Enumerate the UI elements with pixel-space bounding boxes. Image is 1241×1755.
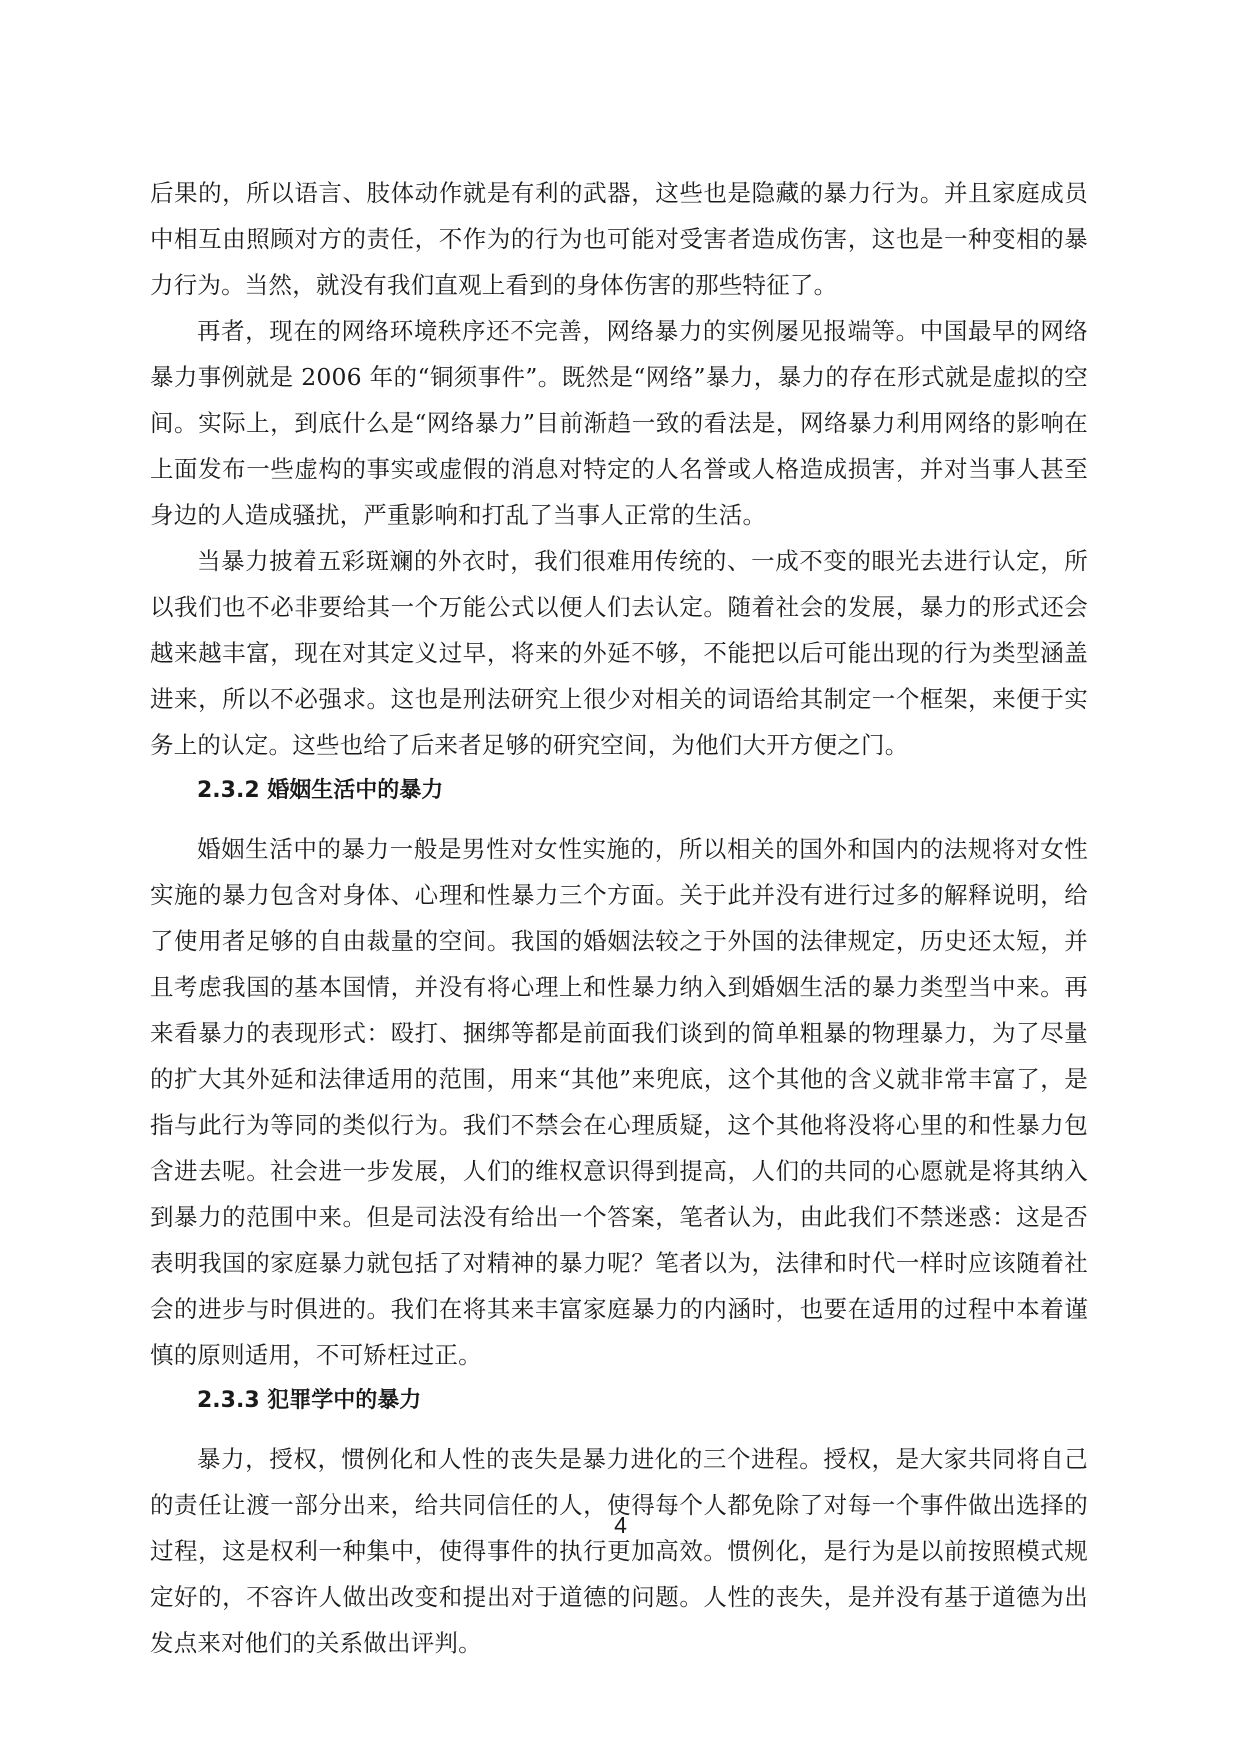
- paragraph-violence-forms: 当暴力披着五彩斑斓的外衣时，我们很难用传统的、一成不变的眼光去进行认定，所以我们也不必非要给其一个万能公式以便人们去认定。随着社会的发展，暴力的形式还会越来越丰富，现在对其定义过早，将来的外延不够，不能把以后可能出现的行为类型涵盖进来，所以不必强求。这也是刑法研究上很少对相关的词语给其制定一个框架，来便于实务上的认定。这些也给了后来者足够的研究空间，为他们大开方便之门。: [150, 547, 1088, 759]
- section-heading-2-3-2: 2.3.2 婚姻生活中的暴力: [197, 778, 444, 803]
- document-body: [150, 170, 1088, 1666]
- paragraph-marriage-violence: 婚姻生活中的暴力一般是男性对女性实施的，所以相关的国外和国内的法规将对女性实施的暴力包含对身体、心理和性暴力三个方面。关于此并没有进行过多的解释说明，给了使用者足够的自由裁量的空间。我国的婚姻法较之于外国的法律规定，历史还太短，并且考虑我国的基本国情，并没有将心理上和性暴力纳入到婚姻生活的暴力类型当中来。再来看暴力的表现形式：殴打、捆绑等都是前面我们谈到的简单粗暴的物理暴力，为了尽量的扩大其外延和法律适用的范围，用来“其他”来兜底，这个其他的含义就非常丰富了，是指与此行为等同的类似行为。我们不禁会在心理质疑，这个其他将没将心里的和性暴力包含进去呢。社会进一步发展，人们的维权意识得到提高，人们的共同的心愿就是将其纳入到暴力的范围中来。但是司法没有给出一个答案，笔者认为，由此我们不禁迷惑：这是否表明我国的家庭暴力就包括了对精神的暴力呢？笔者以为，法律和时代一样时应该随着社会的进步与时俱进的。我们在将其来丰富家庭暴力的内涵时，也要在适用的过程中本着谨慎的原则适用，不可矫枉过正。: [150, 835, 1088, 1369]
- paragraph-criminology-violence: 暴力，授权，惯例化和人性的丧失是暴力进化的三个进程。授权，是大家共同将自己的责任让渡一部分出来，给共同信任的人，使得每个人都免除了对每一个事件做出选择的过程，这是权利一种集中，使得事件的执行更加高效。惯例化，是行为是以前按照模式规定好的，不容许人做出改变和提出对于道德的问题。人性的丧失，是并没有基于道德为出发点来对他们的关系做出评判。: [150, 1445, 1088, 1657]
- paragraph-continuation: 后果的，所以语言、肢体动作就是有利的武器，这些也是隐藏的暴力行为。并且家庭成员中相互由照顾对方的责任，不作为的行为也可能对受害者造成伤害，这也是一种变相的暴力行为。当然，就没有我们直观上看到的身体伤害的那些特征了。: [150, 179, 1088, 299]
- page-number: 4: [614, 1512, 627, 1538]
- section-heading-2-3-3: 2.3.3 犯罪学中的暴力: [197, 1388, 422, 1413]
- paragraph-network-violence: 再者，现在的网络环境秩序还不完善，网络暴力的实例屡见报端等。中国最早的网络暴力事例就是 2006 年的“铜须事件”。既然是“网络”暴力，暴力的存在形式就是虚拟的空间。实际上，到底什么是“网络暴力”目前渐趋一致的看法是，网络暴力利用网络的影响在上面发布一些虚构的事实或虚假的消息对特定的人名誉或人格造成损害，并对当事人甚至身边的人造成骚扰，严重影响和打乱了当事人正常的生活。: [150, 317, 1088, 529]
